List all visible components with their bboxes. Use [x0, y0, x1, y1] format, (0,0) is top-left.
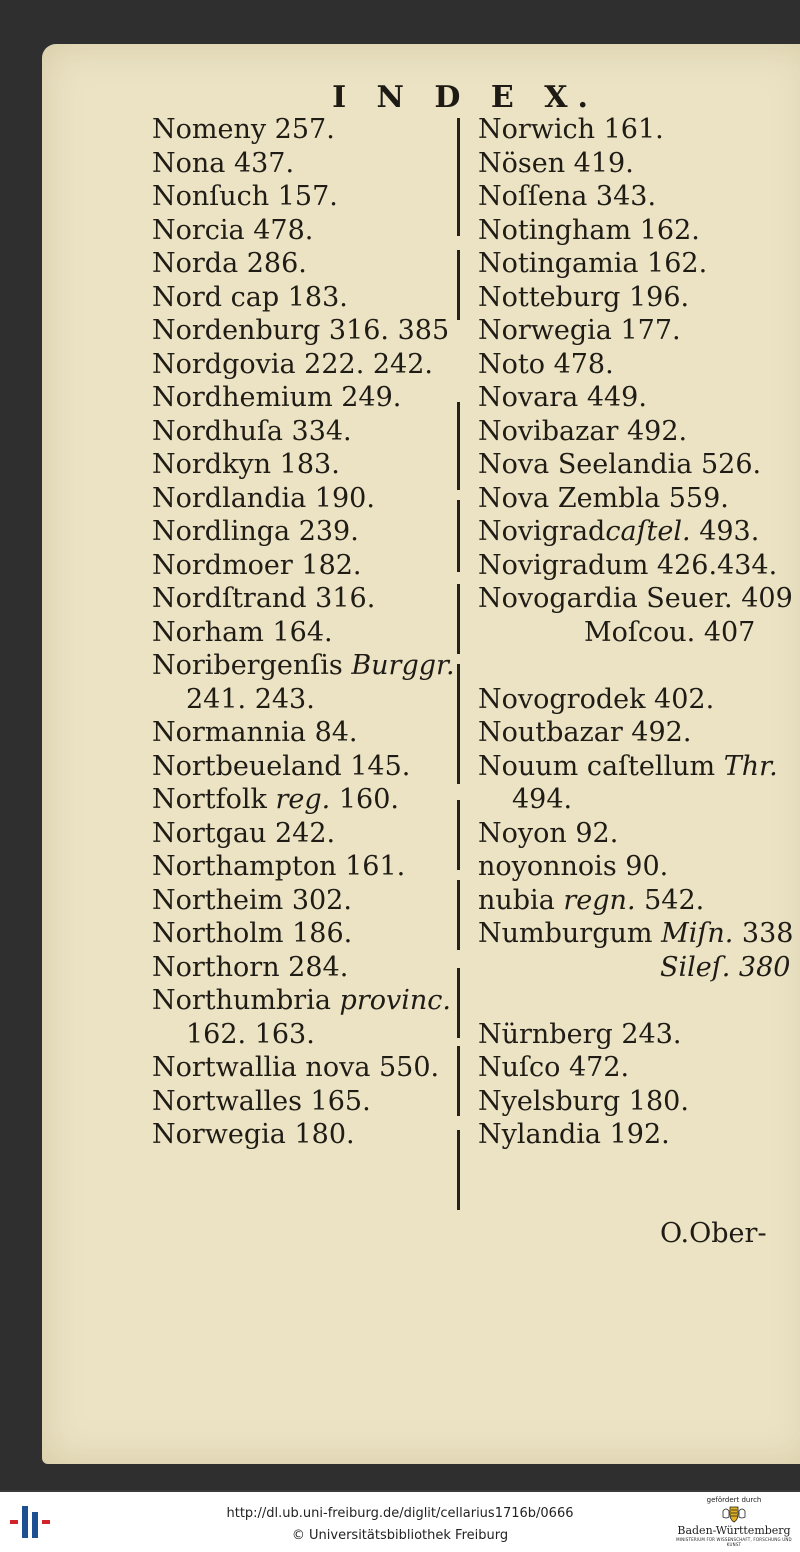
index-entry: Nordgovia 222. 242. — [152, 348, 433, 380]
coat-of-arms-icon — [721, 1505, 747, 1523]
index-entry-continuation: 162. 163. — [186, 1018, 315, 1050]
index-entry — [152, 783, 455, 817]
blank-line — [478, 984, 793, 1018]
entry-qualifier: caſtel. — [605, 516, 691, 547]
index-entry: Notingamia 162. — [478, 248, 708, 279]
index-entry: Norda 286. — [152, 248, 307, 279]
index-entry — [152, 649, 455, 683]
index-entry — [478, 884, 793, 918]
index-entry: Noyon 92. — [478, 817, 619, 849]
blank-line — [478, 649, 793, 683]
index-entry: Notteburg 196. — [478, 281, 690, 313]
entry-name: Nouum caſtellum — [478, 750, 716, 782]
index-entry: Nordenburg 316. 385 — [152, 315, 450, 346]
entry-name: nubia — [478, 884, 555, 916]
index-entry: noyonnois 90. — [478, 851, 669, 882]
entry-qualifier: Burggr. — [351, 650, 455, 681]
index-entry: Nordlinga 239. — [152, 516, 359, 547]
index-entry: Nuſco 472. — [478, 1052, 630, 1083]
index-entry: Nyelsburg 180. — [478, 1085, 689, 1117]
entry-qualifier: provinc. — [339, 985, 451, 1016]
index-entry: Nortwallia nova 550. — [152, 1052, 440, 1083]
index-right-column — [478, 113, 793, 1152]
index-entry: Norham 164. — [152, 616, 333, 648]
index-entry: Nomeny 257. — [152, 114, 335, 145]
sponsor-block — [672, 1496, 796, 1550]
index-entry — [478, 750, 793, 784]
index-entry: Norwich 161. — [478, 114, 664, 145]
entry-page: 542. — [635, 884, 705, 916]
index-entry: Northolm 186. — [152, 918, 353, 949]
entry-name: Numburgum — [478, 918, 653, 949]
index-entry-continuation: 494. — [512, 784, 573, 815]
column-rule — [457, 402, 460, 490]
column-rule — [457, 880, 460, 950]
index-entry: Novara 449. — [478, 382, 647, 413]
sponsor-name: Baden-Württemberg — [677, 1524, 791, 1537]
index-entry — [478, 515, 793, 549]
index-entry-continuation — [478, 951, 793, 985]
index-entry: Norwegia 177. — [478, 315, 681, 346]
entry-name: Nortfolk — [152, 784, 267, 815]
index-entry: Nortgau 242. — [152, 817, 336, 849]
sponsor-subtitle: MINISTERIUM FÜR WISSENSCHAFT, FORSCHUNG UND KUNST — [676, 1537, 792, 1547]
index-entry: Nova Zembla 559. — [478, 482, 729, 514]
index-entry: Nylandia 192. — [478, 1119, 670, 1150]
index-entry-continuation: 241. 243. — [186, 683, 315, 715]
column-rule — [457, 664, 460, 784]
index-entry: Notingham 162. — [478, 214, 700, 246]
entry-qualifier: Miſn. — [661, 918, 734, 949]
index-entry: Nortwalles 165. — [152, 1085, 371, 1117]
index-entry: Norcia 478. — [152, 214, 314, 246]
column-rule — [457, 584, 460, 654]
column-rule — [457, 968, 460, 1038]
index-entry: Nortbeueland 145. — [152, 750, 411, 782]
index-entry: Nonſuch 157. — [152, 181, 338, 212]
column-rule — [457, 1130, 460, 1210]
index-entry: Nordhuſa 334. — [152, 415, 352, 447]
index-entry: Novogardia Seuer. 409 — [478, 583, 793, 614]
index-entry — [152, 984, 455, 1018]
index-entry: Nova Seelandia 526. — [478, 449, 762, 480]
index-entry: Northorn 284. — [152, 951, 349, 983]
permalink-url[interactable]: http://dl.ub.uni-freiburg.de/diglit/cellarius1716b/0666 — [226, 1506, 574, 1521]
index-entry: Nord cap 183. — [152, 281, 348, 313]
entry-name: Novigrad — [478, 516, 606, 547]
entry-qualifier: Sileſ. 380 — [660, 951, 791, 983]
entry-page: 493. — [690, 516, 760, 547]
column-rule — [457, 500, 460, 572]
sponsor-caption: gefördert durch — [706, 1496, 762, 1504]
index-entry: Noſſena 343. — [478, 181, 657, 212]
copyright-notice: © Universitätsbibliothek Freiburg — [291, 1528, 509, 1543]
index-entry: Norwegia 180. — [152, 1119, 355, 1150]
index-entry — [478, 917, 793, 951]
index-entry: Nordſtrand 316. — [152, 583, 376, 614]
entry-page: 160. — [330, 784, 399, 815]
entry-name: Noribergenſis — [152, 650, 343, 681]
index-entry: Nösen 419. — [478, 147, 634, 179]
column-rule — [457, 800, 460, 870]
entry-qualifier: reg. — [275, 784, 331, 815]
entry-qualifier: Thr. — [723, 750, 778, 782]
column-rule — [457, 1046, 460, 1116]
index-entry: Noutbazar 492. — [478, 717, 692, 748]
index-entry: Novogrodek 402. — [478, 683, 715, 715]
index-entry-continuation: Moſcou. 407 — [584, 616, 756, 648]
page-heading: I N D E X. — [332, 80, 598, 115]
column-rule — [457, 250, 460, 320]
index-entry: Northeim 302. — [152, 884, 352, 916]
index-entry: Nordmoer 182. — [152, 549, 362, 581]
index-entry: Normannia 84. — [152, 717, 358, 748]
entry-qualifier: regn. — [563, 884, 636, 916]
index-entry: Nordhemium 249. — [152, 382, 402, 413]
index-entry: Noto 478. — [478, 348, 614, 380]
index-entry: Nordlandia 190. — [152, 482, 375, 514]
catchword: O.Ober- — [660, 1218, 767, 1249]
viewer-footer — [0, 1492, 800, 1552]
index-entry: Nordkyn 183. — [152, 449, 340, 480]
index-left-column — [152, 113, 455, 1152]
index-entry: Novigradum 426.434. — [478, 549, 778, 581]
column-rule — [457, 118, 460, 236]
entry-page: 338 — [733, 918, 794, 949]
entry-name: Northumbria — [152, 985, 331, 1016]
index-entry: Northampton 161. — [152, 851, 406, 882]
index-entry: Nona 437. — [152, 147, 295, 179]
index-entry: Nürnberg 243. — [478, 1018, 682, 1050]
index-entry: Novibazar 492. — [478, 415, 688, 447]
